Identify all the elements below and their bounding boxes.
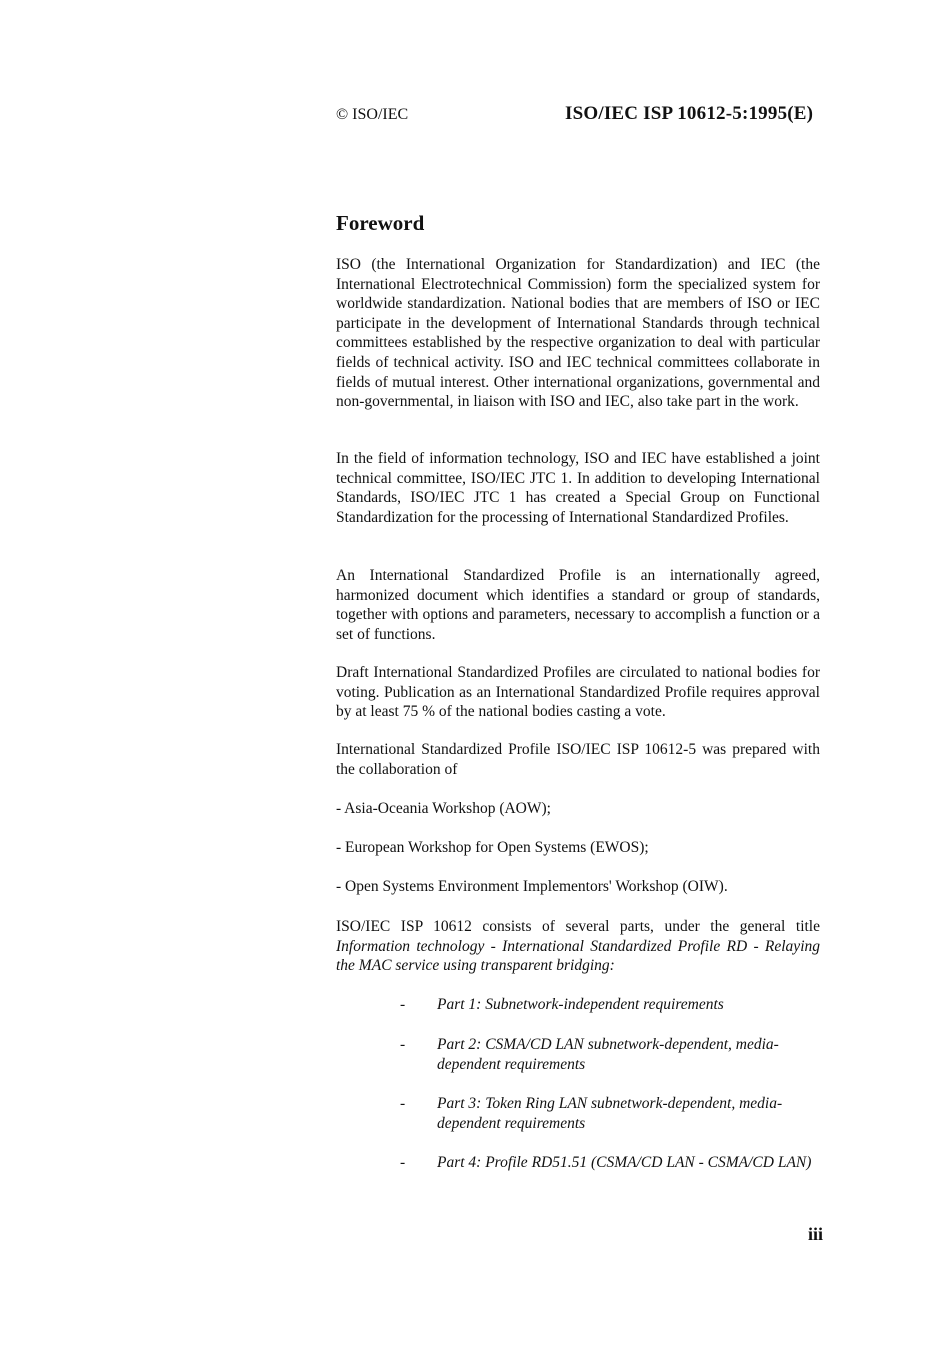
header-copyright: © ISO/IEC [336, 106, 409, 123]
paragraph-isp-definition: An International Standardized Profile is an internationally agreed, harmonized document which identifies a standard or group of standards, together with options and parameters, necessary to accomplish a function or a set of functions. [336, 567, 820, 643]
paragraph-parts-intro [336, 917, 820, 976]
header-document-id: ISO/IEC ISP 10612-5:1995(E) [565, 103, 814, 124]
collaborator-item: - Asia-Oceania Workshop (AOW); [336, 800, 551, 817]
parts-intro-text: ISO/IEC ISP 10612 consists of several parts, under the general title [336, 918, 820, 935]
list-dash: - [400, 1095, 406, 1112]
list-dash: - [400, 1036, 406, 1053]
parts-general-title: Information technology - International Standardized Profile RD - Relaying the MAC service using transparent bridging: [336, 937, 820, 975]
part-title: Part 4: Profile RD51.51 (CSMA/CD LAN - CSMA/CD LAN) [437, 1154, 812, 1171]
paragraph-iso-iec: ISO (the International Organization for Standardization) and IEC (the International Electrotechnical Commission) form the specialized system for worldwide standardization. National bodies that are members of ISO or IEC participate in the development of International Standards through technical committees established by the respective organization to deal with particular fields of technical activity. ISO and IEC technical committees collaborate in fields of mutual interest. Other international organizations, governmental and non-governmental, in liaison with ISO and IEC, also take part in the work. [336, 256, 820, 411]
list-dash: - [400, 1154, 406, 1171]
part-title: Part 3: Token Ring LAN subnetwork-dependent, media-dependent requirements [437, 1095, 783, 1132]
paragraph-jtc1: In the field of information technology, ISO and IEC have established a joint technical committee, ISO/IEC JTC 1. In addition to developing International Standards, ISO/IEC JTC 1 has created a Special Group on Functional Standardization for the processing of International Standardized Profiles. [336, 450, 820, 526]
list-dash: - [400, 996, 406, 1013]
page-number: iii [808, 1224, 824, 1244]
paragraph-collaboration: International Standardized Profile ISO/IEC ISP 10612-5 was prepared with the collaboration of [336, 741, 820, 778]
collaborator-item: - European Workshop for Open Systems (EWOS); [336, 839, 649, 856]
paragraph-voting: Draft International Standardized Profiles are circulated to national bodies for voting. Publication as an International Standardized Profile requires approval by at least 75 % of the national bodies casting a vote. [336, 664, 820, 721]
page-title: Foreword [336, 211, 425, 235]
collaborator-item: - Open Systems Environment Implementors' Workshop (OIW). [336, 878, 728, 895]
part-title: Part 2: CSMA/CD LAN subnetwork-dependent, media-dependent requirements [437, 1036, 779, 1073]
part-title: Part 1: Subnetwork-independent requirements [437, 996, 724, 1013]
